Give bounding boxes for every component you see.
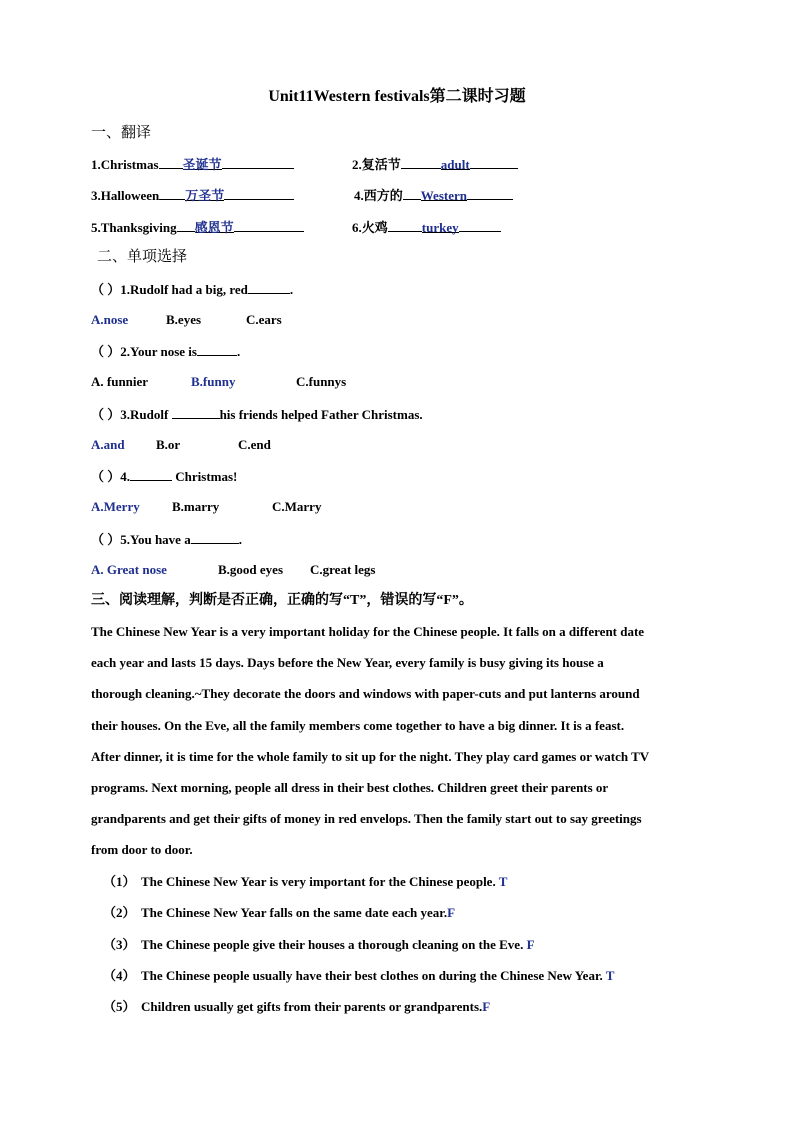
passage-line: The Chinese New Year is a very important holiday for the Chinese people. It falls on a different date: [91, 624, 645, 639]
passage-line: from door to door.: [91, 842, 193, 857]
mc-option: A. funnier: [91, 374, 149, 389]
tf-statement: （2） The Chinese New Year falls on the same date each year.F: [103, 905, 456, 920]
mc-option: B.funny: [191, 374, 236, 389]
mc-option: B.good eyes: [218, 562, 283, 577]
mc-option: C.ears: [246, 312, 282, 327]
tf-answer: T: [498, 874, 508, 889]
mc-option: B.or: [156, 437, 181, 452]
passage-line: After dinner, it is time for the whole family to sit up for the night. They play card games or watch TV: [91, 749, 650, 764]
mc-option: A.nose: [91, 312, 129, 327]
translation-item: 1.Christmas 圣诞节: [91, 155, 294, 174]
section2-heading: 二、单项选择: [97, 249, 188, 265]
mc-question: （ ）5.You have a .: [91, 532, 242, 547]
tf-answer: T: [605, 968, 615, 983]
passage-line: their houses. On the Eve, all the family members come together to have a big dinner. It is a feast.: [91, 718, 625, 733]
tf-answer: F: [447, 905, 456, 920]
section1-heading: 一、翻译: [91, 125, 152, 141]
mc-option: C.end: [238, 437, 271, 452]
mc-option: C.great legs: [310, 562, 376, 577]
passage-line: thorough cleaning.~They decorate the doors and windows with paper-cuts and put lanterns around: [91, 686, 640, 701]
mc-question: （ ）2.Your nose is .: [91, 344, 241, 359]
tf-statement: （1） The Chinese New Year is very important for the Chinese people. T: [103, 874, 508, 889]
mc-option: C.Marry: [272, 499, 322, 514]
mc-question: （ ）3.Rudolf his friends helped Father Christmas.: [91, 407, 423, 422]
tf-answer: F: [526, 937, 535, 952]
page-title: Unit11Western festivals第二课时习题: [268, 88, 526, 105]
tf-statement: （5） Children usually get gifts from their parents or grandparents.F: [103, 999, 491, 1014]
translation-item: 4.西方的 Western: [354, 186, 513, 205]
mc-question: （ ）1.Rudolf had a big, red .: [91, 282, 294, 297]
mc-option: A.and: [91, 437, 125, 452]
mc-question: （ ）4. Christmas!: [91, 469, 238, 484]
section3-heading: 三、阅读理解，判断是否正确，正确的写“T”，错误的写“F”。: [91, 593, 473, 608]
tf-statement: （3） The Chinese people give their houses a thorough cleaning on the Eve. F: [103, 937, 535, 952]
passage-line: grandparents and get their gifts of money in red envelops. Then the family start out to say greetings: [91, 811, 642, 826]
translation-item: 2.复活节 adult: [352, 155, 518, 174]
translation-item: 5.Thanksgiving 感恩节: [91, 218, 304, 237]
passage-line: each year and lasts 15 days. Days before the New Year, every family is busy giving its house a: [91, 655, 604, 670]
translation-item: 3.Halloween 万圣节: [91, 186, 294, 205]
tf-statement: （4） The Chinese people usually have their best clothes on during the Chinese New Year. T: [103, 968, 615, 983]
passage-line: programs. Next morning, people all dress in their best clothes. Children greet their parents or: [91, 780, 609, 795]
mc-option: B.eyes: [166, 312, 202, 327]
mc-option: C.funnys: [296, 374, 347, 389]
tf-answer: F: [482, 999, 491, 1014]
mc-option: B.marry: [172, 499, 220, 514]
mc-option: A. Great nose: [91, 562, 167, 577]
mc-option: A.Merry: [91, 499, 140, 514]
translation-item: 6.火鸡 turkey: [352, 218, 501, 237]
